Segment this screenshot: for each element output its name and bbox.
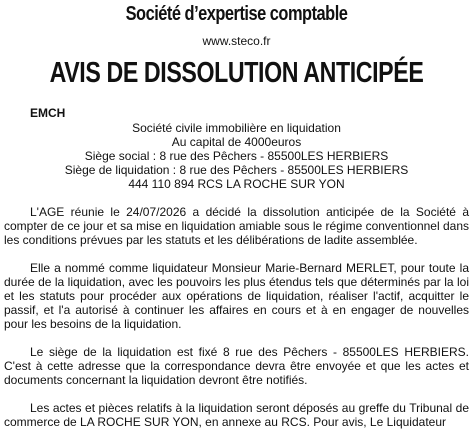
- notice-body: [4, 205, 469, 443]
- company-info-block: [0, 121, 473, 191]
- company-name: EMCH: [30, 106, 66, 120]
- company-capital: Au capital de 4000euros: [171, 135, 302, 149]
- liquidation-office: Siège de liquidation : 8 rue des Pêchers - 85500LES HERBIERS: [64, 163, 409, 177]
- paragraph-filing: Les actes et pièces relatifs à la liquidation seront déposés au greffe du Tribunal de commerce de LA ROCHE SUR YON, en annexe au RCS. Pour avis, Le Liquidateur: [4, 401, 469, 429]
- paragraph-liquidation-office: Le siège de la liquidation est fixé 8 rue des Pêchers - 85500LES HERBIERS. C'est à cette adresse que la correspondance devra être envoyée et que les actes et documents concernant la liquidation devront être notifiés.: [4, 345, 469, 387]
- firm-name: Société d’expertise comptable: [125, 3, 348, 25]
- rcs-number: 444 110 894 RCS LA ROCHE SUR YON: [128, 177, 345, 191]
- paragraph-liquidator: Elle a nommé comme liquidateur Monsieur Marie-Bernard MERLET, pour toute la durée de la liquidation, avec les pouvoirs les plus étendus tels que déterminés par la loi et les statuts pour procéder aux opérations de liquidation, réaliser l'actif, acquitter le passif, et l'a autorisé à continuer les affaires en cours et à en engager de nouvelles pour les besoins de la liquidation.: [4, 261, 469, 331]
- registered-office: Siège social : 8 rue des Pêchers - 85500LES HERBIERS: [84, 149, 389, 163]
- company-legal-form: Société civile immobilière en liquidation: [132, 121, 341, 135]
- notice-title: AVIS DE DISSOLUTION ANTICIPÉE: [49, 57, 424, 89]
- paragraph-dissolution: L'AGE réunie le 24/07/2026 a décidé la dissolution anticipée de la Société à compter de ce jour et sa mise en liquidation amiable sous le régime conventionnel dans les conditions prévues par les statuts et les délibérations de ladite assemblée.: [4, 205, 469, 247]
- firm-website[interactable]: www.steco.fr: [202, 34, 271, 48]
